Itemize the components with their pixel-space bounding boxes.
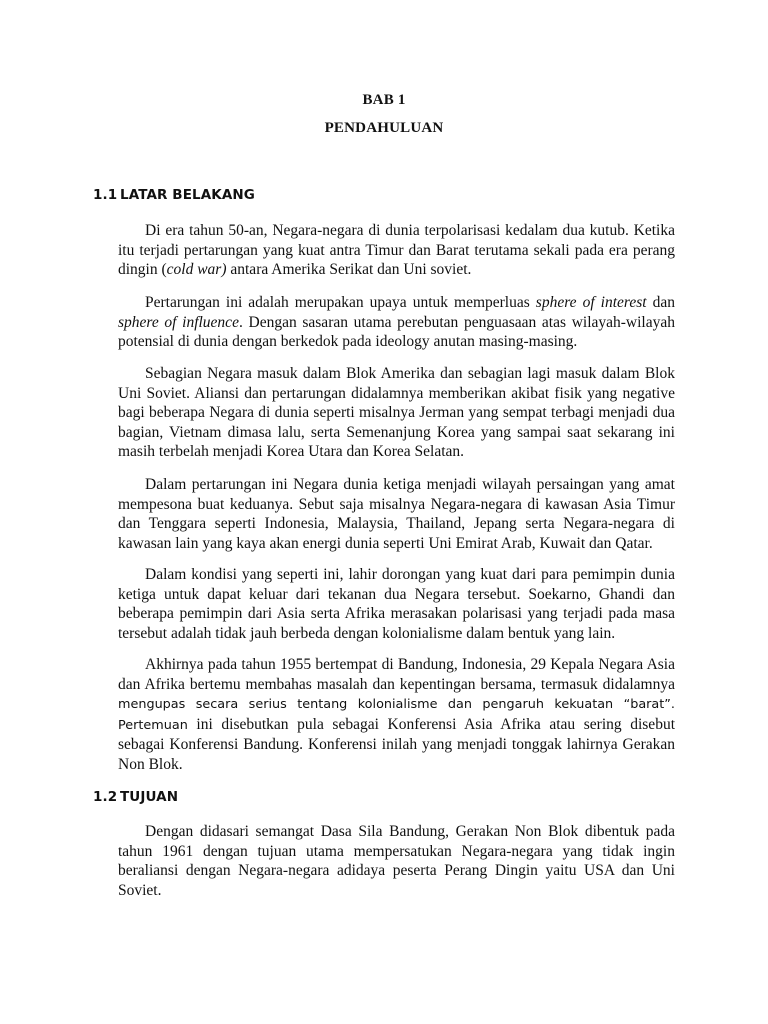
text-run: . Dengan sasaran utama perebutan penguasaan atas wilayah-wilayah potensial di dunia dengan berkedok pada ideology anutan masing-masing.: [118, 313, 675, 351]
section-number: 1.2: [93, 789, 118, 805]
text-run: ini disebutkan pula sebagai Konferensi Asia Afrika atau sering disebut sebagai Konferensi Bandung. Konferensi inilah yang menjadi tonggak lahirnya Gerakan Non Blok.: [118, 715, 675, 773]
text-run: Dalam pertarungan ini Negara dunia ketiga menjadi wilayah persaingan yang amat mempesona buat keduanya. Sebut saja misalnya Negara-negara di kawasan Asia Timur dan Tenggara seperti Indonesia, Malaysia, Thailand, Jepang serta Negara-negara di kawasan lain yang kaya akan energi dunia seperti Uni Emirat Arab, Kuwait dan Qatar.: [118, 476, 675, 552]
section-title: LATAR BELAKANG: [120, 187, 255, 203]
text-run: Di era tahun 50-an, Negara-negara di dunia terpolarisasi kedalam dua kutub. Ketika itu terjadi pertarungan yang kuat antra Timur dan Barat terutama sekali pada era perang dingin (: [118, 222, 675, 279]
paragraph: [118, 822, 675, 900]
paragraph: [118, 364, 675, 462]
italic-run: sphere of influence: [118, 313, 239, 331]
chapter-title: PENDAHULUAN: [324, 120, 444, 136]
chapter-number: BAB 1: [362, 92, 406, 108]
text-run: Pertarungan ini adalah merupakan upaya untuk memperluas: [145, 294, 536, 311]
section-number: 1.1: [93, 187, 118, 203]
text-run: dan: [646, 294, 675, 311]
paragraph: [118, 655, 675, 775]
paragraph: [118, 475, 675, 553]
text-run: Sebagian Negara masuk dalam Blok Amerika dan sebagian lagi masuk dalam Blok Uni Soviet. Aliansi dan pertarungan didalamnya memberikan akibat fisik yang negative bagi beberapa Negara di dunia seperti misalnya Jerman yang sempat terbagi menjadi dua bagian, Vietnam dimasa lalu, serta Semenanjung Korea yang sampai saat sekarang ini masih terbelah menjadi Korea Utara dan Korea Selatan.: [118, 365, 675, 461]
section-heading-latar-belakang: [93, 187, 255, 203]
text-run: Dengan didasari semangat Dasa Sila Bandung, Gerakan Non Blok dibentuk pada tahun 1961 dengan tujuan utama mempersatukan Negara-negara yang tidak ingin beraliansi dengan Negara-negara adidaya peserta Perang Dingin yaitu USA dan Uni Soviet.: [118, 823, 675, 899]
text-run: Dalam kondisi yang seperti ini, lahir dorongan yang kuat dari para pemimpin dunia ketiga untuk dapat keluar dari tekanan dua Negara tersebut. Soekarno, Ghandi dan beberapa pemimpin dari Asia serta Afrika merasakan polarisasi yang terjadi pada masa tersebut adalah tidak jauh berbeda dengan kolonialisme dalam bentuk yang lain.: [118, 566, 675, 642]
section-heading-tujuan: [93, 789, 178, 805]
text-run: Akhirnya pada tahun 1955 bertempat di Bandung, Indonesia, 29 Kepala Negara Asia dan Afrika bertemu membahas masalah dan kepentingan bersama, termasuk didalamnya: [118, 656, 675, 693]
text-run: mengupas secara serius tentang kolonialisme dan pengaruh kekuatan “barat”. Pertemuan: [118, 697, 675, 733]
italic-run: cold war): [166, 261, 227, 279]
section-title: TUJUAN: [120, 789, 179, 805]
text-run: antara Amerika Serikat dan Uni soviet.: [226, 261, 472, 279]
paragraph: [118, 565, 675, 643]
paragraph: [118, 293, 675, 352]
paragraph: [118, 221, 675, 280]
italic-run: sphere of interest: [535, 294, 647, 311]
